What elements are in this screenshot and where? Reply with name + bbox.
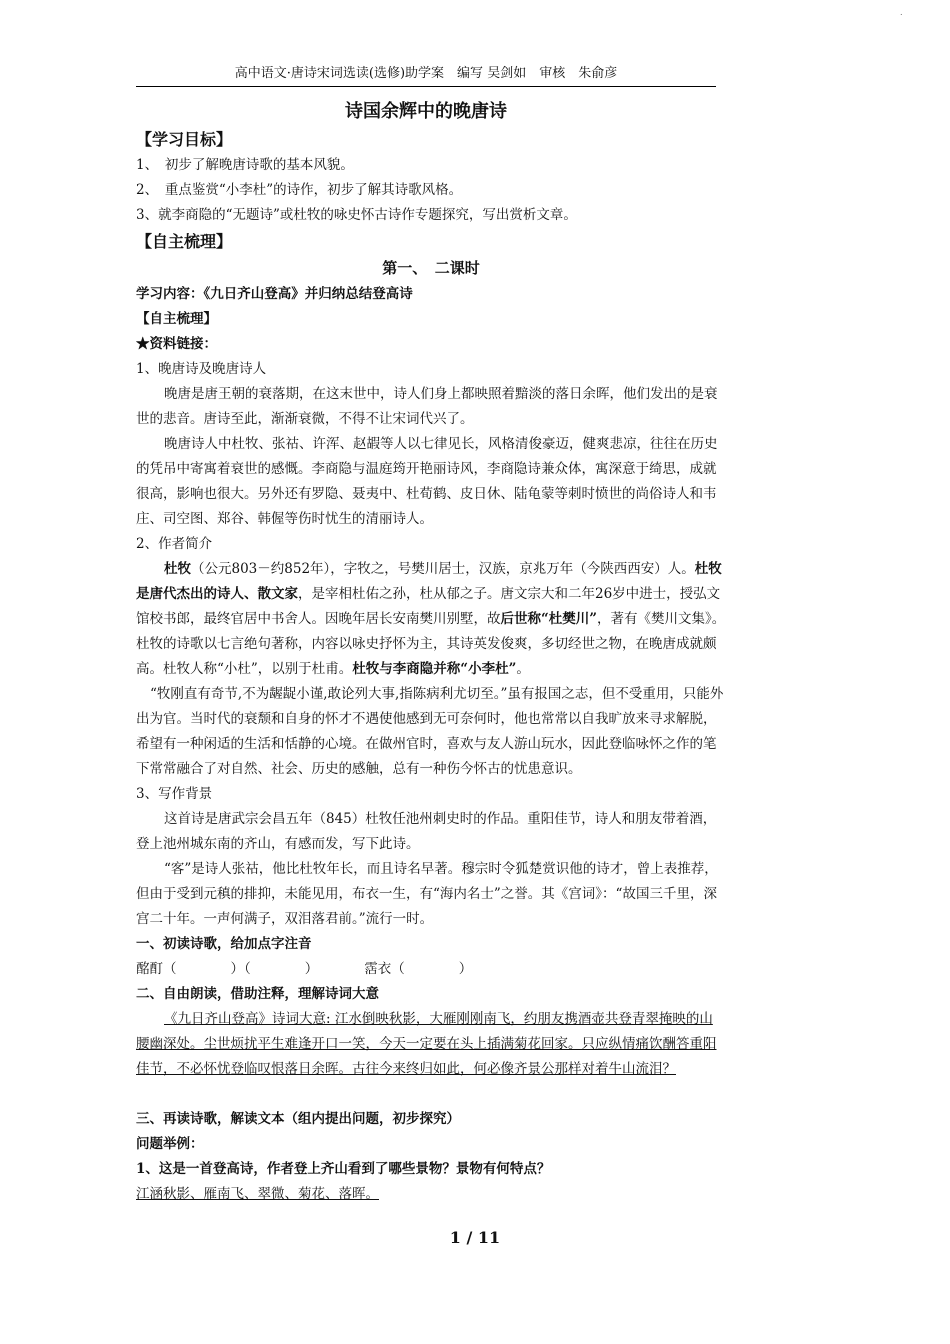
word-2: 霑衣 xyxy=(364,961,392,977)
question-3-item-1-answer: 江涵秋影、雁南飞、翠微、菊花、落晖。 xyxy=(136,1186,379,1202)
section-1-heading: 1、晚唐诗及晚唐诗人 xyxy=(136,361,267,377)
word-1-blanks[interactable]: （ ）（ ） xyxy=(163,961,319,977)
author-intro-d: 。 xyxy=(516,661,530,677)
author-intro-bold-c: 杜牧与李商隐并称“小李杜” xyxy=(352,661,517,677)
section-3-paragraph-2: “客”是诗人张祜，他比杜牧年长，而且诗名早著。穆宗时令狐楚赏识他的诗才，曾上表推荐，但由于受到元稹的排抑，未能见用，布衣一生，有“海内名士”之誉。其《宫词》：“故国三千里，深宫二十年。一声何满子，双泪落君前。”流行一时。 xyxy=(136,861,718,927)
document-title: 诗国余辉中的晚唐诗 xyxy=(345,101,507,122)
section-1-paragraph-1: 晚唐是唐王朝的衰落期，在这末世中，诗人们身上都映照着黯淡的落日余晖，他们发出的是衰世的悲音。唐诗至此，渐渐衰微，不得不让宋词代兴了。 xyxy=(136,386,718,427)
self-study-subheading: 【自主梳理】 xyxy=(136,311,217,327)
lesson-title: 第一、 二课时 xyxy=(382,259,480,277)
self-study-heading: 【自主梳理】 xyxy=(136,232,233,251)
question-examples-label: 问题举例： xyxy=(136,1136,204,1152)
study-content: 学习内容：《九日齐山登高》并归纳总结登高诗 xyxy=(136,286,413,302)
page-separator: / xyxy=(460,1228,478,1247)
pronunciation-row xyxy=(136,957,726,982)
section-2-heading: 2、作者简介 xyxy=(136,536,213,552)
section-3-paragraph-1: 这首诗是唐武宗会昌五年（845）杜牧任池州刺史时的作品。重阳佳节，诗人和朋友带着酒，登上池州城东南的齐山，有感而发，写下此诗。 xyxy=(136,811,717,852)
author-intro-paragraph xyxy=(136,557,726,682)
author-intro-bold-b: 后世称“杜樊川” xyxy=(500,611,598,627)
document-body xyxy=(136,126,726,1207)
author-name: 杜牧 xyxy=(164,561,191,577)
question-1-heading: 一、初读诗歌，给加点字注音 xyxy=(136,936,312,952)
poem-meaning-answer: 《九日齐山登高》诗词大意: 江水倒映秋影，大雁刚刚南飞，约朋友携酒壶共登青翠掩映的山腰幽深处。尘世烦扰平生难逢开口一笑，今天一定要在头上插满菊花回家。只应纵情痛饮酬答重阳佳节，不必怀忧登临叹恨落日余晖。古往今来终归如此，何必像齐景公那样对着牛山流泪？ xyxy=(136,1011,717,1077)
question-2-heading: 二、自由朗读，借助注释，理解诗词大意 xyxy=(136,986,379,1002)
section-2-paragraph-2: “牧刚直有奇节,不为龌龊小谨,敢论列大事,指陈病利尤切至。”虽有报国之志，但不受重用，只能外出为官。当时代的衰颓和自身的怀才不遇使他感到无可奈何时，他也常常以自我旷放来寻求解脱，希望有一种闲适的生活和恬静的心境。在做州官时，喜欢与友人游山玩水，因此登临咏怀之作的笔下常常融合了对自然、社会、历史的感触，总有一种伤今怀古的忧患意识。 xyxy=(136,686,724,777)
page-number xyxy=(0,1228,950,1247)
word-1: 酩酊 xyxy=(136,961,163,977)
resource-link-label: ★资料链接： xyxy=(136,336,217,352)
objective-item-2: 2、 重点鉴赏“小李杜”的诗作，初步了解其诗歌风格。 xyxy=(136,182,463,198)
section-3-heading: 3、写作背景 xyxy=(136,786,213,802)
total-pages: 11 xyxy=(477,1228,501,1247)
question-3-item-1: 1、这是一首登高诗，作者登上齐山看到了哪些景物？景物有何特点？ xyxy=(136,1161,551,1177)
current-page: 1 xyxy=(449,1228,461,1247)
section-1-paragraph-2: 晚唐诗人中杜牧、张祜、许浑、赵嘏等人以七律见长，风格清俊豪迈，健爽悲凉，往往在历史的凭吊中寄寓着衰世的感慨。李商隐与温庭筠开艳丽诗风，李商隐诗兼众体，寓深意于绮思，成就很高，影响也很大。另外还有罗隐、聂夷中、杜荀鹤、皮日休、陆龟蒙等刺时愤世的尚俗诗人和韦庄、司空图、郑谷、韩偓等伤时忧生的清丽诗人。 xyxy=(136,436,718,527)
corner-mark: . xyxy=(900,8,903,17)
question-3-heading: 三、再读诗歌，解读文本（组内提出问题，初步探究） xyxy=(136,1111,460,1127)
objective-item-3: 3、就李商隐的“无题诗”或杜牧的咏史怀古诗作专题探究，写出赏析文章。 xyxy=(136,207,577,223)
header-rule xyxy=(136,86,716,87)
author-intro-b: ，是宰相杜佑之孙，杜从郁之子。唐文宗大和二年26岁中进士，授弘文馆校书郎，最终官居中书舍人。因晚年居长安南樊川别墅，故 xyxy=(136,586,721,627)
word-2-blank[interactable]: （ ） xyxy=(391,961,473,977)
objective-item-1: 1、 初步了解晚唐诗歌的基本风貌。 xyxy=(136,157,354,173)
spacer xyxy=(136,1082,726,1107)
page-header: 高中语文·唐诗宋词选读(选修)助学案 编写 吴剑如 审核 朱俞彦 xyxy=(234,66,618,81)
author-intro-c: ，著有《樊川文集》。杜牧的诗歌以七言绝句著称，内容以咏史抒怀为主，其诗英发俊爽，多切经世之物，在晚唐成就颇高。杜牧人称“小杜”，以别于杜甫。 xyxy=(136,611,726,677)
objectives-heading: 【学习目标】 xyxy=(136,130,233,149)
author-intro-bold-a: 杜牧是唐代杰出的诗人、散文家 xyxy=(136,561,722,602)
author-intro-a: （公元803－约852年），字牧之，号樊川居士，汉族，京兆万年（今陕西西安）人。 xyxy=(191,561,695,577)
